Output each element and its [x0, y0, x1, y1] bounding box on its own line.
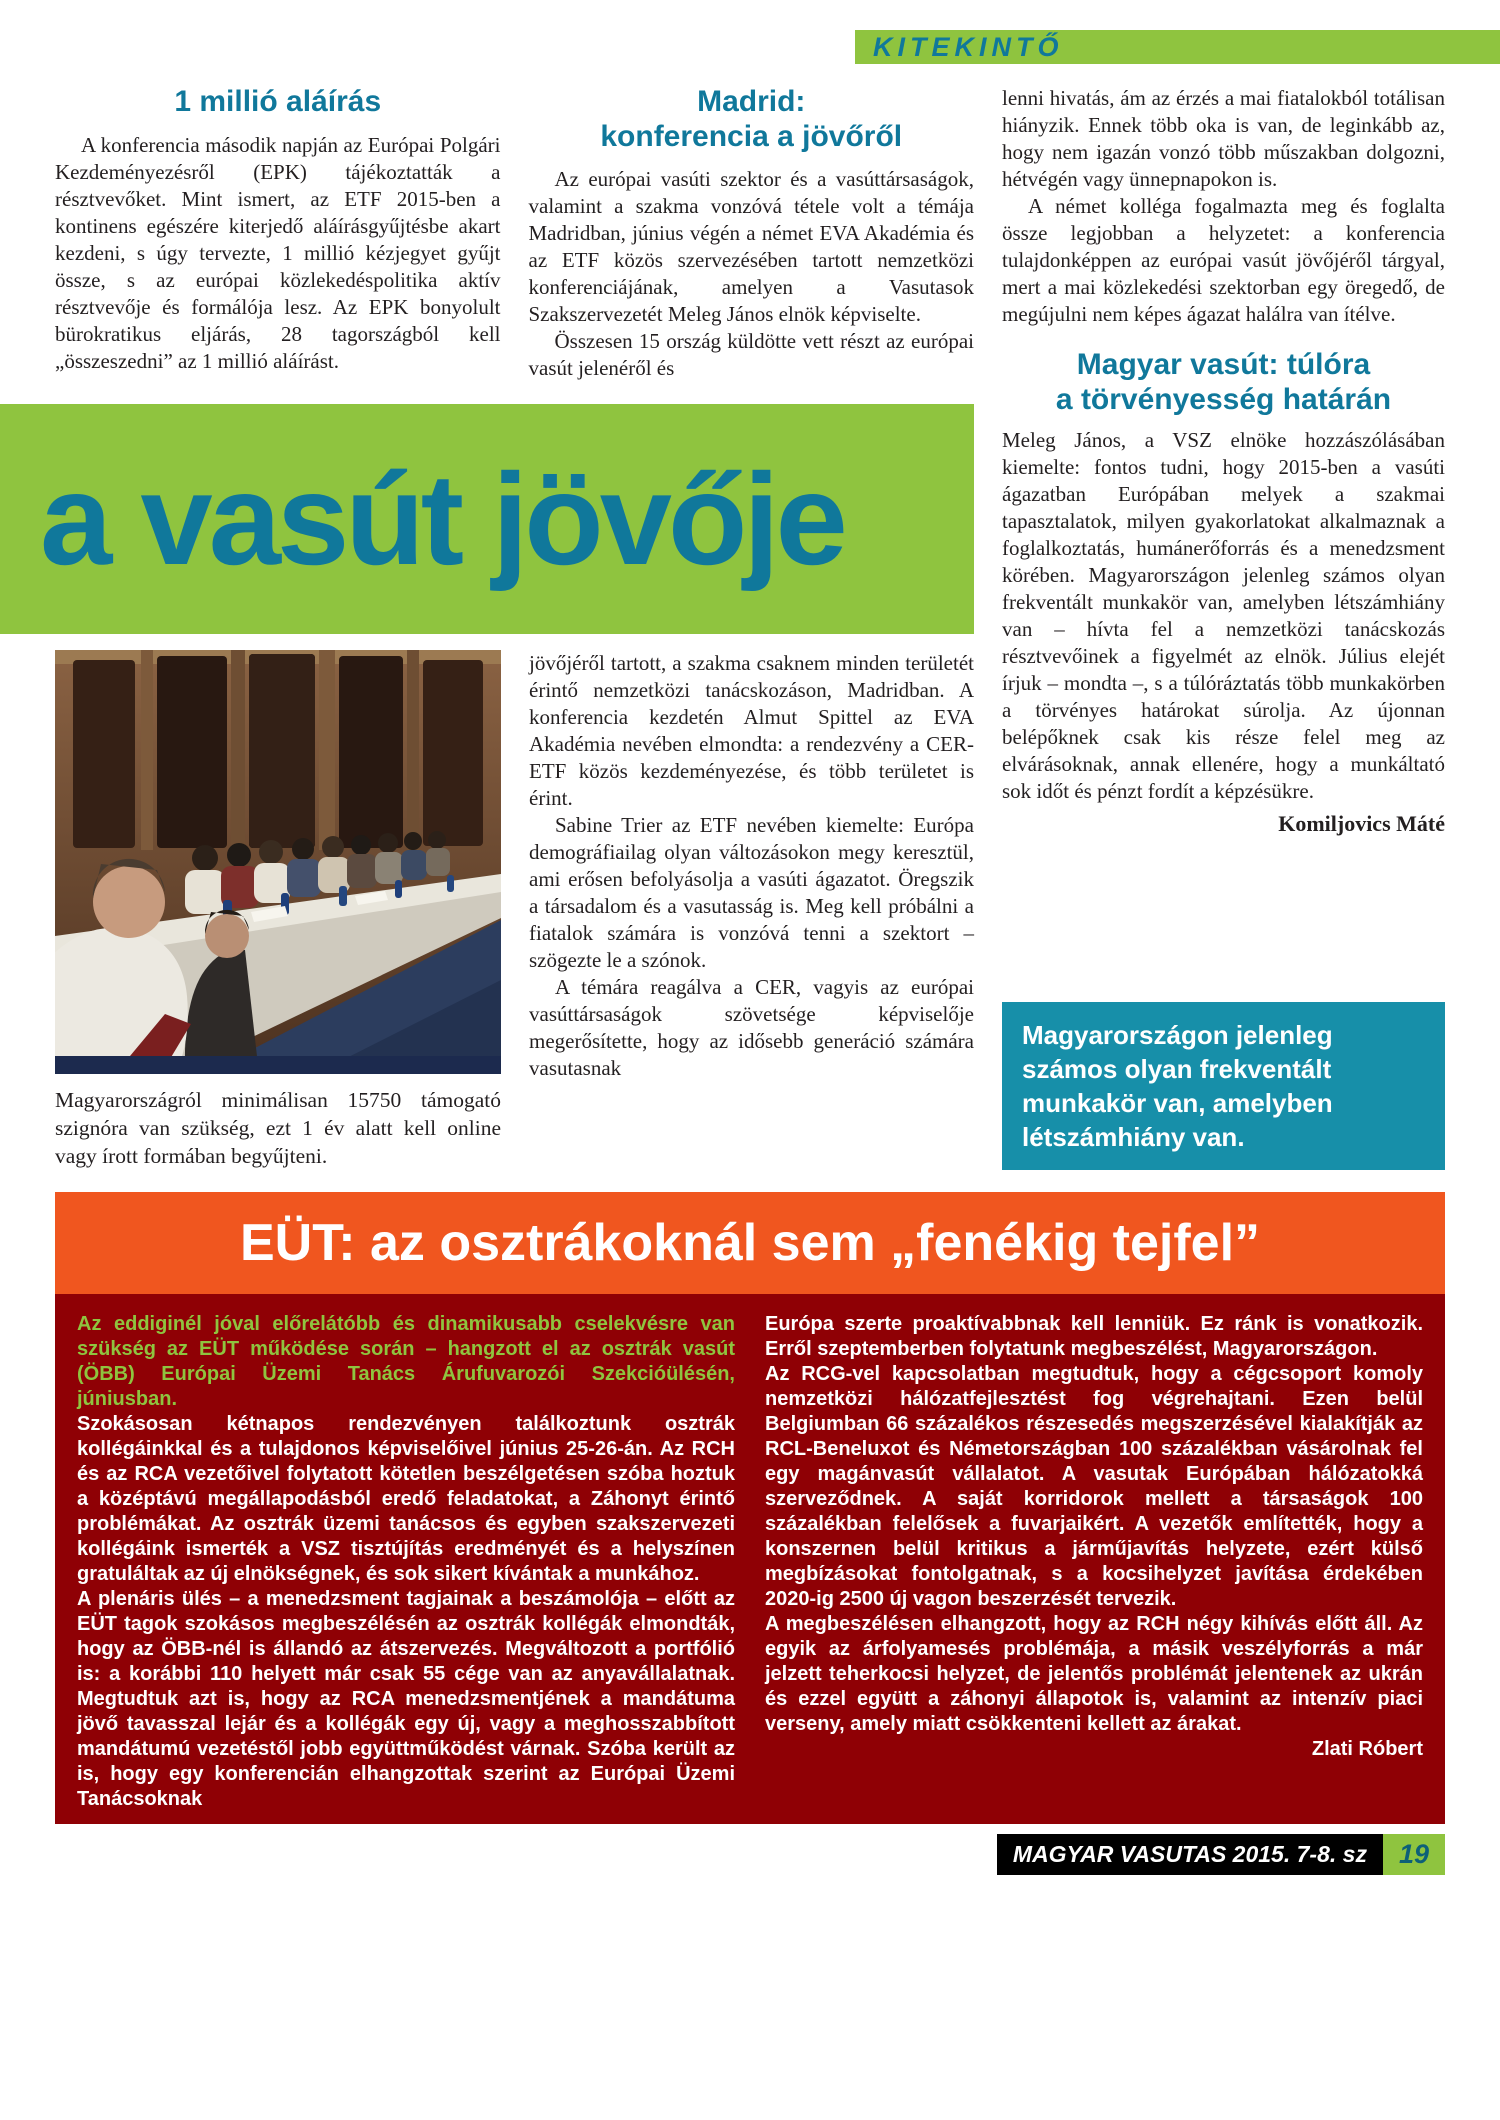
lead-paragraph: Az eddiginél jóval előrelátóbb és dinamikusabb cselekvésre van szükség az EÜT működése során – hangzott el az osztrák vasút (ÖBB) Európai Üzemi Tanács Árufuvarozói Szekcióülésén, júniusban.: [77, 1313, 735, 1410]
article-madrid-continued: [529, 650, 974, 1170]
paragraph: A német kolléga fogalmazta meg és foglalta össze legjobban a helyzetet: a konferencia tulajdonképpen az európai vasút jövőjéről tárgyal, mert a mai közlekedési szektorban egy öregedő, de megújulni nem képes ágazat halálra van ítélve.: [1002, 194, 1445, 326]
author-signature: Komiljovics Máté: [1278, 811, 1445, 836]
highlight-box: Magyarországon jelenleg számos olyan frekventált munkakör van, amelyben létszámhiány van.: [1002, 1002, 1445, 1170]
right-column: [1002, 85, 1445, 1170]
heading-line-2: a törvényesség határán: [1055, 382, 1392, 416]
photo-caption: Magyarországról minimálisan 15750 támogató szignóra van szükség, ezt 1 év alatt kell online vagy írott formában begyűjteni.: [55, 1088, 501, 1168]
article-madrid-heading: [529, 85, 975, 154]
bottom-article-right-column: [765, 1312, 1423, 1812]
paragraph: lenni hivatás, ám az érzés a mai fiatalokból totálisan hiányzik. Ennek több oka is van, de leginkább az, hogy nem igazán vonzó több műszakban dolgozni, hétvégén vagy ünnepnapokon is.: [1002, 86, 1445, 191]
section-title: EÜT: az osztrákoknál sem „fenékig tejfel”: [239, 1214, 1261, 1272]
article-hungarian-rail-heading: [1002, 348, 1445, 417]
footer: [55, 1834, 1445, 1875]
paragraph: Európa szerte proaktívabbnak kell lenniük. Ez ránk is vonatkozik. Erről szeptemberben folytatunk megbeszélést, Magyarországon.: [765, 1313, 1423, 1360]
author-signature: Zlati Róbert: [1311, 1738, 1423, 1760]
feature-banner: [0, 404, 974, 634]
kicker-label: KITEKINTŐ: [873, 31, 1064, 62]
paragraph: A megbeszélésen elhangzott, hogy az RCH négy kihívás előtt áll. Az egyik az árfolyamesés problémája, a másik veszélyforrás a már jelzett teherkocsi helyzet, de jelentős problémát jelentenek az ukrán és ezzel együtt a záhonyi állapotok is, valamint az intenzív piaci verseny, amely miatt csökkenteni kellett az árakat.: [765, 1613, 1423, 1735]
top-text-row: [55, 85, 974, 382]
kicker-bar: [855, 30, 1500, 64]
paragraph: A plenáris ülés – a menedzsment tagjainak a beszámolója – előtt az EÜT tagok szokásos megbeszélésén az osztrák kollégák elmondták, hogy az ÖBB-nél is állandó az átszervezés. Megváltozott a portfólió is: a korábbi 110 helyett már csak 55 cége van az anyavállalatnak. Megtudtuk azt is, hogy az RCA menedzsmentjének a mandátuma jövő tavasszal lejár és a kollégák egy új, vagy a meghosszabbított mandátumú vezetéstől jobb együttműködést várnak. Szóba került az is, hogy egy konferencián elhangzottak szerint az Európai Üzemi Tanácsoknak: [77, 1588, 735, 1810]
paragraph: Összesen 15 ország küldötte vett részt az európai vasút jelenéről és: [528, 329, 974, 380]
feature-title: a vasút jövője: [40, 446, 844, 592]
lower-text-row: [55, 650, 974, 1170]
magazine-name: MAGYAR VASUTAS 2015. 7-8. sz: [997, 1834, 1383, 1875]
article-signatures: [55, 85, 501, 382]
bottom-article-left-column: [77, 1312, 735, 1812]
article-madrid: [529, 85, 975, 382]
paragraph: Meleg János, a VSZ elnöke hozzászólásában kiemelte: fontos tudni, hogy 2015-ben a vasúti ágazatban Európában melyek a szakmai tapasztalatok, milyen gyakorlatokat alkalmaznak a foglalkoztatás, humánerőforrás és a menedzsment körében. Magyarországon jelenleg számos olyan frekventált munkakör van, amelyben létszámhiány van – hívta fel a nemzetközi tanácskozás résztvevőinek a figyelmét az elnök. Július elejét írjuk – mondta –, s a túlóráztatás több munkakörben a törvényes határokat súrolja. Az újonnan belépőknek csak kis része felel meg az elvárásoknak, annak ellenére, hogy a munkáltató sok időt és pénzt fordít a képzésükre.: [1002, 428, 1445, 803]
heading-line-2: konferencia a jövőről: [600, 119, 903, 153]
page-number: 19: [1383, 1834, 1445, 1875]
paragraph: Az európai vasúti szektor és a vasúttársaságok, valamint a szakma vonzóvá tétele volt a témája Madridban, június végén a német EVA Akadémia és az ETF közös szervezésében tartott nemzetközi konferenciájának, amelyen a Vasutasok Szakszervezetét Meleg János elnök képviselte.: [528, 167, 974, 326]
paragraph: A konferencia második napján az Európai Polgári Kezdeményezésről (EPK) tájékoztatták a résztvevőket. Mint ismert, az ETF 2015-ben a kontinens egészére kiterjedő aláírásgyűjtésbe akart kezdeni, s úgy tervezte, 1 millió kézjegyet gyűjt össze, s az európai közlekedéspolitika aktív résztvevője és formálója lesz. Az EPK bonyolult bürokratikus eljárás, 28 tagországból kell „összeszedni” az 1 millió aláírást.: [55, 132, 501, 373]
paragraph: Szokásosan kétnapos rendezvényen találkoztunk osztrák kollégáinkkal és a tulajdonos képviselőivel június 25-26-án. Az RCH és az RCA vezetőivel folytatott kötetlen beszélgetésen szóba hoztuk a középtávú megállapodásból eredő feladatokat, a Záhonyt érintő problémákat. Az osztrák üzemi tanácsos és egyben szakszervezeti kollégáink ismerték a VSZ tisztújítás eredményét és a helyszínen gratuláltak az új elnökségnek, és sok sikert kívántak a munkához.: [77, 1413, 735, 1585]
bottom-section: [55, 1192, 1445, 1824]
paragraph: A témára reagálva a CER, vagyis az európai vasúttársaságok szövetsége képviselője megerősítette, hogy az idősebb generáció számára vasutasnak: [529, 975, 974, 1080]
section-title-banner: [55, 1192, 1445, 1294]
article-signatures-heading: 1 millió aláírás: [174, 85, 382, 118]
bottom-article: [55, 1294, 1445, 1824]
left-zone: [40, 85, 974, 1170]
paragraph: Sabine Trier az ETF nevében kiemelte: Európa demográfiailag olyan változásokon megy keresztül, ami erősen befolyásolja a vasúti ágazatot. Öregszik a társadalom és a vasutasság is. Meg kell próbálni a fiatalok számára is vonzóvá tenni a szektort – szögezte le a szónok.: [529, 813, 974, 972]
heading-line-1: Madrid:: [697, 85, 806, 118]
paragraph: jövőjéről tartott, a szakma csaknem minden területét érintő nemzetközi tanácskozáson, Madridban. A konferencia kezdetén Almut Spittel az EVA Akadémia nevében elmondta: a rendezvény a CER-ETF közös kezdeményezése, és több területet is érint.: [529, 651, 974, 810]
conference-photo: [55, 650, 501, 1074]
heading-line-1: Magyar vasút: túlóra: [1076, 348, 1371, 381]
photo-bottom-strip: [55, 1056, 501, 1074]
upper-section: [40, 85, 1445, 1170]
paragraph: Az RCG-vel kapcsolatban megtudtuk, hogy a cégcsoport komoly nemzetközi hálózatfejlesztést fog végrehajtani. Ezen belül Belgiumban 66 százalékos részesedés megszerzésével kialakítják az RCL-Beneluxot és Németországban 100 százalékban vásárolnak fel egy magánvasút vállalatot. A vasutak Európában hálózatokká szerveződnek. A saját korridorok mellett a társaságok 100 százalékban felelősek a fuvarjaikért. A vezetők említették, hogy a konszernen belül kritikus a járműjavítás helyzete, ezért külső megbízásokat fontolgatnak, s a kocsihelyzet javítása érdekében 2020-ig 2500 új vagon beszerzését tervezik.: [765, 1363, 1423, 1610]
conference-photo-figure: [55, 650, 501, 1170]
